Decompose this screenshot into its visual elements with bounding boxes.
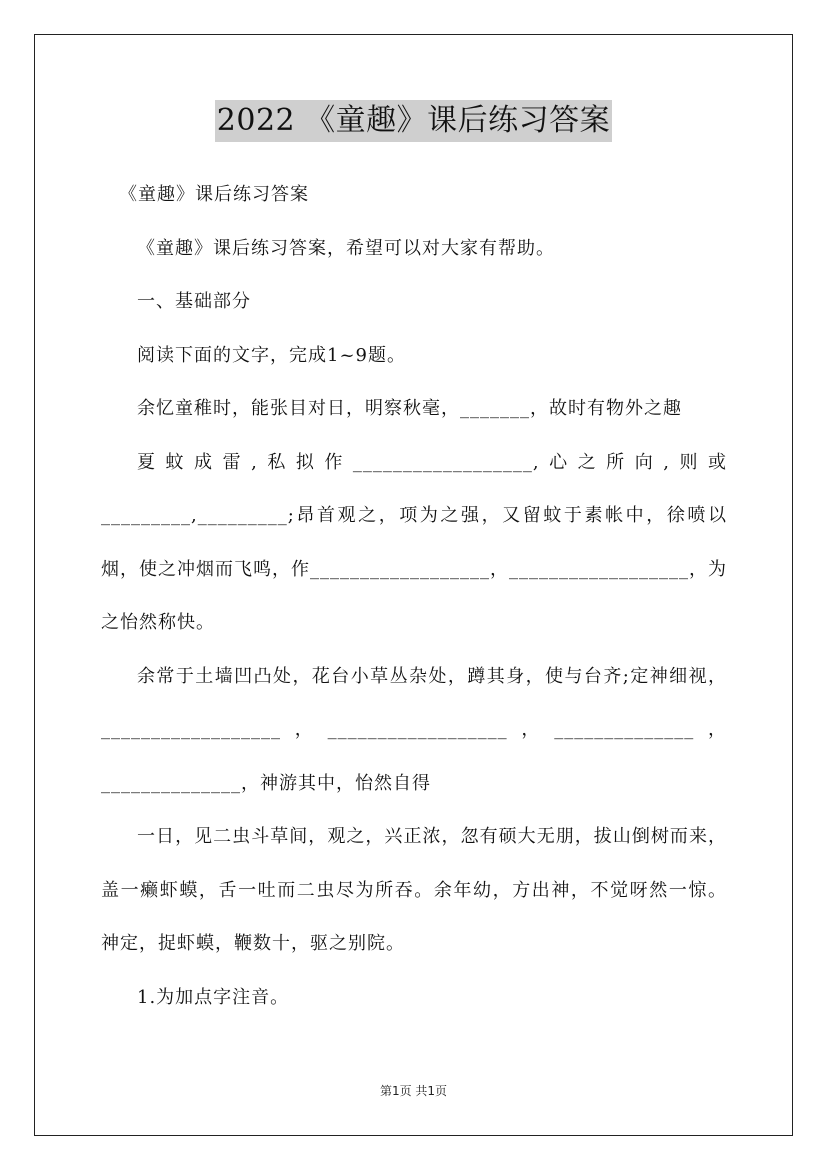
document-body: [101, 168, 727, 1024]
document-title: 2022 《童趣》课后练习答案: [215, 100, 612, 142]
passage-paragraph-1: 余忆童稚时，能张目对日，明察秋毫，_______，故时有物外之趣: [137, 398, 682, 419]
instruction-paragraph: 阅读下面的文字，完成1~9题。: [137, 344, 406, 366]
page-footer: 第1页 共1页: [379, 1084, 448, 1098]
passage-paragraph-4: 一日，见二虫斗草间，观之，兴正浓，忽有硕大无朋，拔山倒树而来，盖一癞虾蟆，舌一吐而二虫尽为所吞。余年幼，方出神，不觉呀然一惊。神定，捉虾蟆，鞭数十，驱之别院。: [101, 826, 727, 954]
question-1: 1.为加点字注音。: [137, 986, 290, 1008]
passage-paragraph-3: 余常于土墙凹凸处，花台小草丛杂处，蹲其身，使与台齐;定神细视，__________________，__________________，______________，______________，神游其中，怡然自得: [101, 665, 727, 794]
passage-paragraph-2: 夏蚊成雷,私拟作__________________,心之所向,则或_________,_________;昂首观之，项为之强，又留蚊于素帐中，徐喷以烟，使之冲烟而飞鸣，作__________________，__________________，为之怡然称快。: [101, 451, 727, 633]
section-heading: 一、基础部分: [137, 291, 251, 312]
document-subtitle: 《童趣》课后练习答案: [119, 184, 309, 205]
intro-paragraph: 《童趣》课后练习答案，希望可以对大家有帮助。: [137, 237, 555, 259]
title-container: [0, 100, 827, 142]
